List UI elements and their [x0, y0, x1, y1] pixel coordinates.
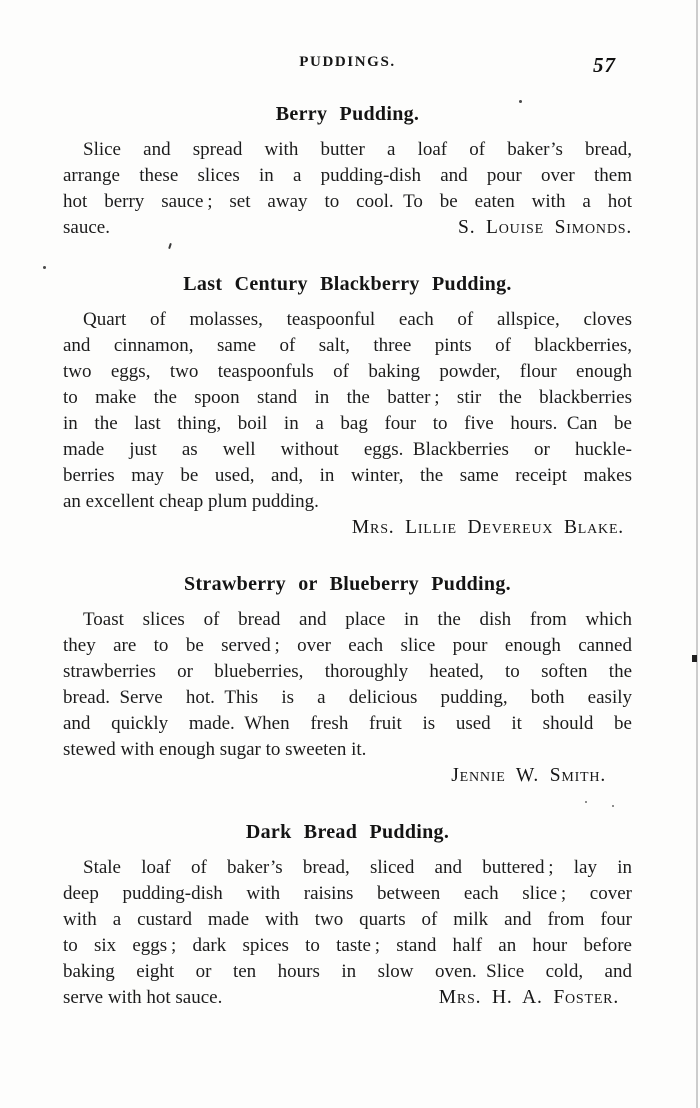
body-line: Slice and spread with butter a loaf of baker’s bread,: [83, 139, 632, 160]
closing-text: sauce.: [63, 217, 110, 238]
attribution-line: [63, 515, 632, 541]
body-line: and cinnamon, same of salt, three pints of blackberries,: [63, 335, 632, 356]
running-head: PUDDINGS.: [299, 54, 396, 70]
scan-mark-right-edge: [692, 655, 697, 662]
body-line: Quart of molasses, teaspoonful each of allspice, cloves: [83, 309, 632, 330]
attribution: Jennie W. Smith.: [451, 765, 606, 786]
recipe-section-berry-pudding: [63, 103, 632, 241]
body-line: two eggs, two teaspoonfuls of baking powder, flour enough: [63, 361, 632, 382]
body-line: to make the spoon stand in the batter ; stir the blackberries: [63, 387, 632, 408]
recipe-body: [63, 607, 632, 789]
body-line: [63, 985, 632, 1011]
body-line: in the last thing, boil in a bag four to five hours. Can be: [63, 413, 632, 434]
recipe-body: [63, 855, 632, 1011]
page-edge-scan-line: [696, 0, 698, 1108]
body-line: with a custard made with two quarts of milk and from four: [63, 909, 632, 930]
body-line: berries may be used, and, in winter, the same receipt makes: [63, 465, 632, 486]
scan-speck: [43, 266, 46, 269]
recipe-title: Last Century Blackberry Pudding.: [183, 273, 512, 295]
page-header: [63, 54, 632, 76]
recipe-body: [63, 137, 632, 241]
body-line: and quickly made. When fresh fruit is used it should be: [63, 713, 632, 734]
body-line: arrange these slices in a pudding-dish and pour over them: [63, 165, 632, 186]
body-line: hot berry sauce ; set away to cool. To be eaten with a hot: [63, 191, 632, 212]
body-line: Stale loaf of baker’s bread, sliced and buttered ; lay in: [83, 857, 632, 878]
recipe-body: [63, 307, 632, 541]
body-line: Toast slices of bread and place in the dish from which: [83, 609, 632, 630]
attribution: Mrs. Lillie Devereux Blake.: [351, 517, 624, 538]
attribution: S. Louise Simonds.: [458, 217, 632, 238]
body-line: an excellent cheap plum pudding.: [63, 491, 319, 512]
recipe-section-strawberry-or-blueberry-pudding: [63, 573, 632, 789]
closing-text: serve with hot sauce.: [63, 987, 223, 1008]
text-column: [63, 0, 632, 1011]
attribution-line: [63, 763, 632, 789]
body-line: they are to be served ; over each slice pour enough canned: [63, 635, 632, 656]
body-line: made just as well without eggs. Blackberries or huckle-: [63, 439, 632, 460]
body-line: stewed with enough sugar to sweeten it.: [63, 739, 367, 760]
attribution: Mrs. H. A. Foster.: [438, 987, 619, 1008]
recipe-title: Dark Bread Pudding.: [245, 821, 450, 843]
body-line: to six eggs ; dark spices to taste ; stand half an hour before: [63, 935, 632, 956]
recipe-title: Berry Pudding.: [275, 103, 420, 125]
recipe-title: Strawberry or Blueberry Pudding.: [184, 573, 511, 595]
body-line: deep pudding-dish with raisins between each slice ; cover: [63, 883, 632, 904]
page-number: 57: [593, 53, 616, 77]
recipe-section-last-century-blackberry-pudding: [63, 273, 632, 541]
body-line: bread. Serve hot. This is a delicious pudding, both easily: [63, 687, 632, 708]
body-line: [63, 215, 632, 241]
body-line: strawberries or blueberries, thoroughly heated, to soften the: [63, 661, 632, 682]
recipe-section-dark-bread-pudding: [63, 821, 632, 1011]
body-line: baking eight or ten hours in slow oven. Slice cold, and: [63, 961, 632, 982]
